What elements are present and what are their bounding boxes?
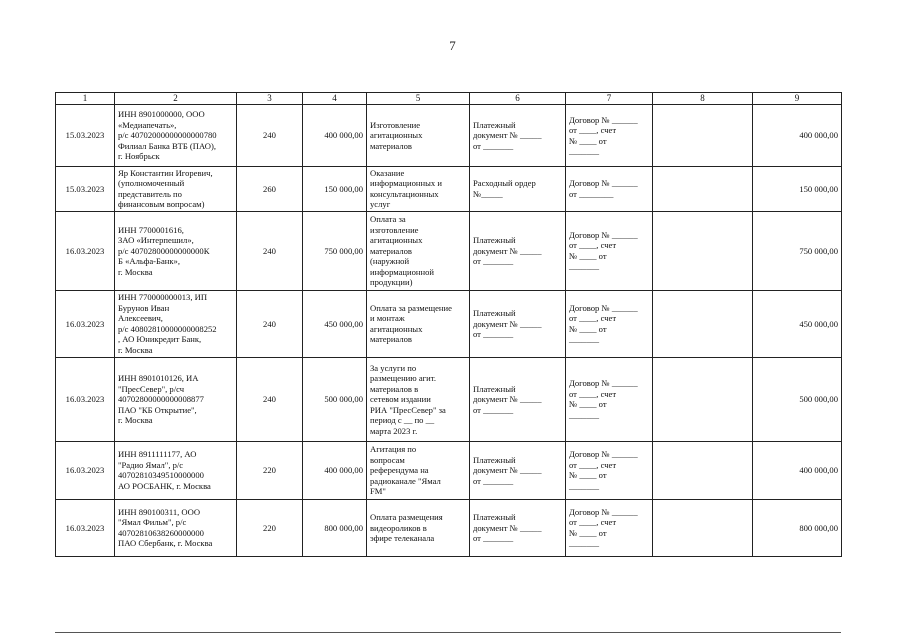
cell-amount (303, 499, 367, 556)
cell-contract-text: Договор № ______ от ____, счет № ____ от _______ (569, 449, 638, 491)
cell-total (753, 441, 842, 499)
cell-payment-document-text: Платежный документ № _____ от _______ (473, 383, 542, 415)
cell-code-text: 220 (263, 522, 276, 533)
cell-purpose-text: Оказание информационных и консультационных услуг (370, 168, 442, 210)
cell-total-text: 450 000,00 (799, 318, 838, 329)
cell-payment-document (470, 167, 566, 212)
cell-contract-text: Договор № ______ от ____, счет № ____ от _______ (569, 378, 638, 420)
cell-total (753, 167, 842, 212)
cell-code (237, 211, 303, 290)
cell-purpose-text: Агитация по вопросам референдума на радиоканале "Ямал FM" (370, 444, 441, 497)
cell-total-text: 150 000,00 (799, 183, 838, 194)
cell-contract (566, 441, 653, 499)
cell-contract (566, 290, 653, 357)
header-row (56, 93, 842, 105)
cell-payee-text: ИНН 890100311, ООО "Ямал Фильм", р/с 40702810638260000000 ПАО Сбербанк, г. Москва (118, 506, 213, 549)
cell-contract (566, 499, 653, 556)
cell-payee (115, 441, 237, 499)
cell-total (753, 499, 842, 556)
cell-amount-text: 750 000,00 (324, 245, 363, 256)
cell-payee-text: ИНН 8901010126, ИА "ПресСевер", р/сч 40702800000000008877 ПАО "КБ Открытие", г. Москва (118, 373, 204, 426)
cell-date (56, 105, 115, 167)
cell-contract-text: Договор № ______ от ____, счет № ____ от _______ (569, 506, 638, 549)
cell-payment-document-text: Расходный ордер №_____ (473, 178, 536, 199)
cell-payment-document-text: Платежный документ № _____ от _______ (473, 308, 542, 340)
table-row (56, 167, 842, 212)
header-cell: 5 (367, 93, 470, 105)
cell-date (56, 499, 115, 556)
cell-amount (303, 357, 367, 441)
cell-column-8 (653, 499, 753, 556)
cell-code-text: 260 (263, 183, 276, 194)
cell-code (237, 499, 303, 556)
cell-total-text: 400 000,00 (799, 130, 838, 141)
cell-total (753, 357, 842, 441)
cell-contract (566, 211, 653, 290)
header-cell: 8 (653, 93, 753, 105)
cell-total-text: 400 000,00 (799, 465, 838, 476)
cell-amount (303, 290, 367, 357)
header-cell: 4 (303, 93, 367, 105)
cell-contract (566, 105, 653, 167)
cell-purpose-text: Оплата размещения видеороликов в эфире телеканала (370, 512, 443, 544)
cell-column-8 (653, 211, 753, 290)
cell-date-text: 15.03.2023 (65, 130, 105, 141)
cell-date-text: 16.03.2023 (65, 522, 105, 533)
header-cell: 7 (566, 93, 653, 105)
cell-column-8 (653, 441, 753, 499)
cell-payment-document (470, 290, 566, 357)
cell-payee-text: ИНН 8901000000, ООО «Медиапечать», р/с 40702000000000000780 Филиал Банка ВТБ (ПАО), г. Ноябрьск (118, 109, 217, 162)
cell-payment-document-text: Платежный документ № _____ от _______ (473, 235, 542, 267)
cell-purpose (367, 441, 470, 499)
cell-column-8 (653, 357, 753, 441)
cell-payment-document (470, 211, 566, 290)
cell-payment-document (470, 499, 566, 556)
cell-payee-text: ИНН 7700001616, ЗАО «Интерпешил», р/с 40702800000000000К Б «Альфа-Банк», г. Москва (118, 224, 210, 277)
cell-date (56, 290, 115, 357)
cell-date-text: 15.03.2023 (65, 183, 105, 194)
cell-payee (115, 105, 237, 167)
cell-contract-text: Договор № ______ от ____, счет № ____ от _______ (569, 229, 638, 272)
table-row (56, 290, 842, 357)
header-cell: 6 (470, 93, 566, 105)
page-bottom-rule (55, 632, 841, 633)
cell-payment-document-text: Платежный документ № _____ от _______ (473, 512, 542, 544)
cell-purpose (367, 105, 470, 167)
cell-code (237, 105, 303, 167)
cell-amount-text: 800 000,00 (324, 522, 363, 533)
cell-date-text: 16.03.2023 (65, 245, 105, 256)
cell-payment-document-text: Платежный документ № _____ от _______ (473, 119, 542, 151)
cell-purpose (367, 290, 470, 357)
cell-payee-text: Яр Константин Игоревич, (уполномоченный представитель по финансовым вопросам) (118, 168, 213, 210)
cell-date-text: 16.03.2023 (65, 318, 105, 329)
cell-code-text: 240 (263, 394, 276, 405)
cell-total (753, 290, 842, 357)
cell-date (56, 357, 115, 441)
cell-payee-text: ИНН 770000000013, ИП Бурунов Иван Алексеевич, р/с 40802810000000008252 , АО Юникредит Банк, г. Москва (118, 292, 217, 355)
cell-contract (566, 357, 653, 441)
cell-column-8 (653, 290, 753, 357)
cell-contract (566, 167, 653, 212)
cell-amount (303, 441, 367, 499)
cell-amount-text: 500 000,00 (324, 394, 363, 405)
cell-payee (115, 357, 237, 441)
cell-date (56, 441, 115, 499)
table-row (56, 357, 842, 441)
header-cell: 9 (753, 93, 842, 105)
cell-amount-text: 450 000,00 (324, 318, 363, 329)
header-cell: 2 (115, 93, 237, 105)
cell-code (237, 441, 303, 499)
cell-payment-document (470, 105, 566, 167)
cell-purpose-text: Оплата за размещение и монтаж агитационных материалов (370, 302, 452, 345)
cell-code-text: 240 (263, 130, 276, 141)
cell-amount-text: 150 000,00 (324, 183, 363, 194)
cell-contract-text: Договор № ______ от ____, счет № ____ от _______ (569, 302, 638, 345)
cell-purpose-text: За услуги по размещению агит. материалов в сетевом издании РИА "ПресСевер" за период с __ по __ марта 2023 г. (370, 362, 446, 436)
header-cell: 3 (237, 93, 303, 105)
cell-total-text: 800 000,00 (799, 522, 838, 533)
cell-purpose (367, 211, 470, 290)
cell-purpose (367, 499, 470, 556)
cell-amount (303, 105, 367, 167)
page-number: 7 (449, 38, 456, 53)
cell-total-text: 500 000,00 (799, 394, 838, 405)
cell-contract-text: Договор № ______ от ________ (569, 178, 638, 199)
table-row (56, 211, 842, 290)
cell-total-text: 750 000,00 (799, 245, 838, 256)
cell-payee (115, 211, 237, 290)
cell-payee (115, 167, 237, 212)
cell-code-text: 240 (263, 318, 276, 329)
cell-payment-document (470, 357, 566, 441)
cell-total (753, 105, 842, 167)
cell-code (237, 290, 303, 357)
expenditure-table (55, 92, 842, 557)
header-cell: 1 (56, 93, 115, 105)
cell-payment-document (470, 441, 566, 499)
cell-payee (115, 499, 237, 556)
cell-code-text: 220 (263, 465, 276, 476)
cell-purpose-text: Изготовление агитационных материалов (370, 119, 423, 151)
cell-date-text: 16.03.2023 (65, 394, 105, 405)
cell-amount (303, 167, 367, 212)
table-row (56, 105, 842, 167)
cell-amount-text: 400 000,00 (324, 130, 363, 141)
cell-code (237, 357, 303, 441)
cell-purpose (367, 167, 470, 212)
table-row (56, 441, 842, 499)
cell-payee (115, 290, 237, 357)
cell-purpose-text: Оплата за изготовление агитационных материалов (наружной информационной продукции) (370, 214, 435, 288)
cell-payment-document-text: Платежный документ № _____ от _______ (473, 454, 542, 486)
cell-amount-text: 400 000,00 (324, 465, 363, 476)
cell-column-8 (653, 167, 753, 212)
cell-payee-text: ИНН 8911111177, АО "Радио Ямал", р/с 40702810349510000000 АО РОСБАНК, г. Москва (118, 449, 211, 491)
cell-date (56, 167, 115, 212)
cell-purpose (367, 357, 470, 441)
cell-amount (303, 211, 367, 290)
cell-total (753, 211, 842, 290)
cell-column-8 (653, 105, 753, 167)
cell-code (237, 167, 303, 212)
cell-code-text: 240 (263, 245, 276, 256)
table-row (56, 499, 842, 556)
cell-date-text: 16.03.2023 (65, 465, 105, 476)
cell-date (56, 211, 115, 290)
cell-contract-text: Договор № ______ от ____, счет № ____ от _______ (569, 114, 638, 156)
